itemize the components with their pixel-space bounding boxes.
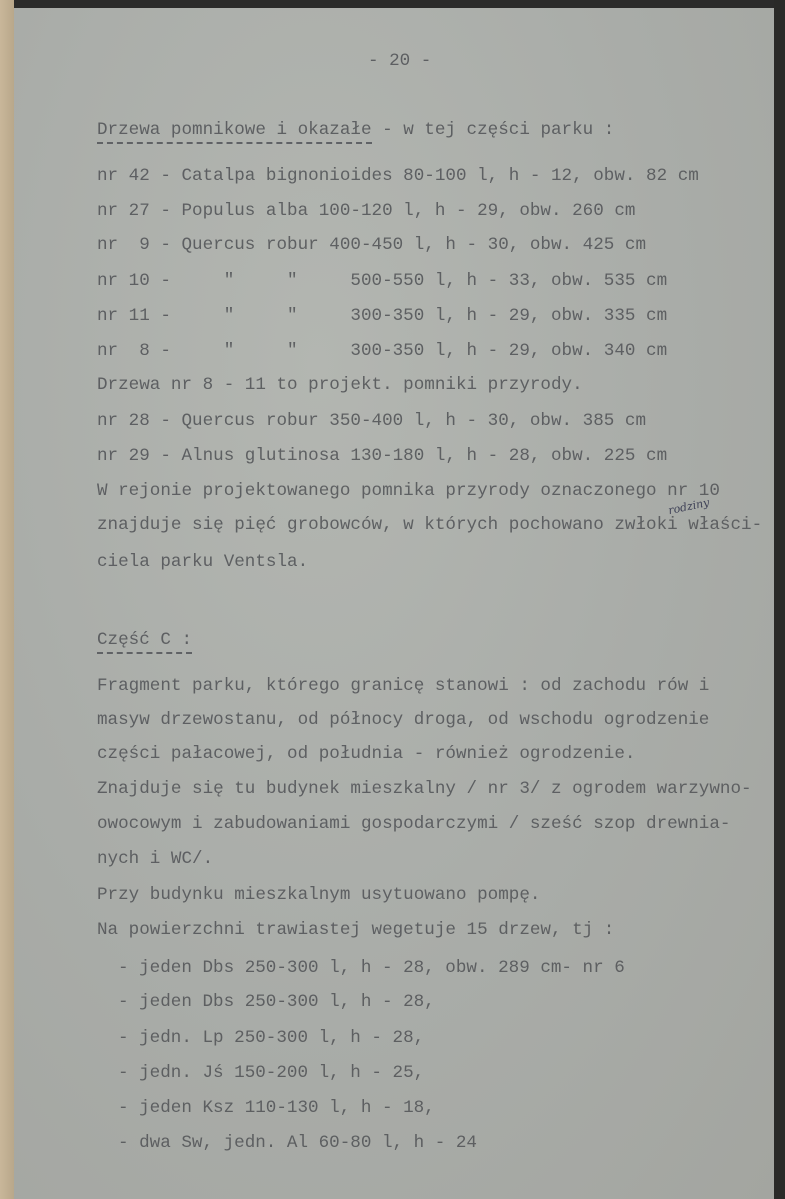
- scan-left-edge: [0, 0, 14, 1199]
- text-line: znajduje się pięć grobowców, w których pochowano zwłoki właści-: [97, 515, 763, 535]
- text-line: Fragment parku, którego granicę stanowi : od zachodu rów i: [97, 676, 710, 696]
- text-line: Drzewa nr 8 - 11 to projekt. pomniki przyrody.: [97, 375, 583, 395]
- document-page: [14, 8, 774, 1199]
- list-item: - dwa Sw, jedn. Al 60-80 l, h - 24: [118, 1133, 477, 1153]
- heading-rest: - w tej części parku :: [371, 120, 615, 140]
- text-line: Znajduje się tu budynek mieszkalny / nr 3/ z ogrodem warzywno-: [97, 779, 752, 799]
- text-line: nr 8 - " " 300-350 l, h - 29, obw. 340 cm: [97, 341, 668, 361]
- text-line: nr 29 - Alnus glutinosa 130-180 l, h - 28, obw. 225 cm: [97, 446, 668, 466]
- section-heading-part-c: [97, 630, 192, 650]
- list-item: - jeden Ksz 110-130 l, h - 18,: [118, 1098, 435, 1118]
- text-line: części pałacowej, od południa - również ogrodzenie.: [97, 744, 636, 764]
- list-item: - jeden Dbs 250-300 l, h - 28,: [118, 992, 435, 1012]
- list-item: - jedn. Jś 150-200 l, h - 25,: [118, 1063, 425, 1083]
- heading-underlined: Drzewa pomnikowe i okazałe: [97, 120, 372, 144]
- section-heading-monuments: [97, 120, 614, 140]
- text-line: W rejonie projektowanego pomnika przyrody oznaczonego nr 10: [97, 481, 720, 501]
- list-item: - jedn. Lp 250-300 l, h - 28,: [118, 1028, 425, 1048]
- text-line: nr 27 - Populus alba 100-120 l, h - 29, obw. 260 cm: [97, 201, 636, 221]
- text-line: Przy budynku mieszkalnym usytuowano pompę.: [97, 885, 541, 905]
- text-line: nych i WC/.: [97, 849, 214, 869]
- text-line: owocowym i zabudowaniami gospodarczymi / sześć szop drewnia-: [97, 814, 731, 834]
- text-line: nr 9 - Quercus robur 400-450 l, h - 30, obw. 425 cm: [97, 235, 647, 255]
- text-line: nr 11 - " " 300-350 l, h - 29, obw. 335 cm: [97, 306, 668, 326]
- handwritten-annotation: rodziny: [667, 495, 711, 518]
- text-line: nr 28 - Quercus robur 350-400 l, h - 30, obw. 385 cm: [97, 411, 647, 431]
- scan-right-edge: [774, 0, 785, 1199]
- text-line: nr 42 - Catalpa bignonioides 80-100 l, h - 12, obw. 82 cm: [97, 166, 699, 186]
- scan-top-edge: [0, 0, 785, 8]
- text-line: Na powierzchni trawiastej wegetuje 15 drzew, tj :: [97, 920, 615, 940]
- heading-underlined: Część C :: [97, 630, 192, 654]
- list-item: - jeden Dbs 250-300 l, h - 28, obw. 289 cm- nr 6: [118, 958, 625, 978]
- text-line: ciela parku Ventsla.: [97, 552, 309, 572]
- text-line: nr 10 - " " 500-550 l, h - 33, obw. 535 cm: [97, 271, 668, 291]
- text-line: masyw drzewostanu, od północy droga, od wschodu ogrodzenie: [97, 710, 710, 730]
- page-number: - 20 -: [368, 51, 432, 71]
